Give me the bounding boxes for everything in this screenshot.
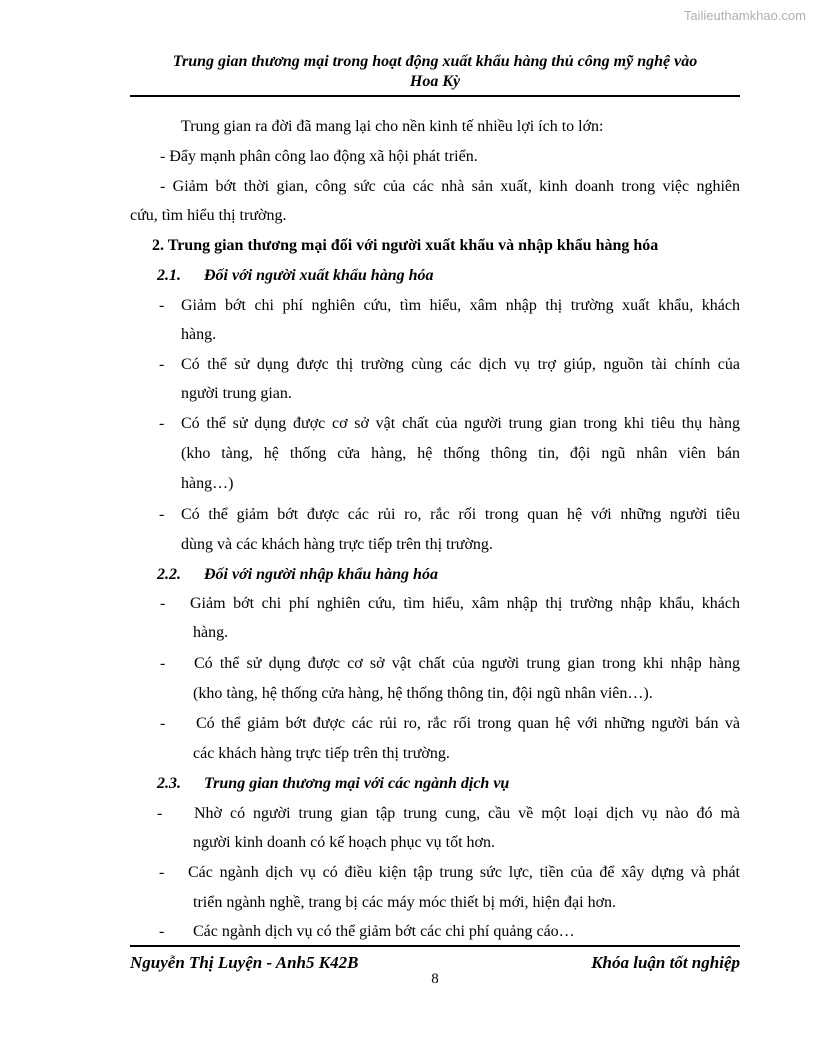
section-2-3-number: 2.3.: [157, 775, 181, 792]
list-dash: -: [159, 923, 165, 940]
page-header: [130, 52, 740, 92]
s21-item4-line1: Có thể giảm bớt được các rủi ro, rắc rối trong quan hệ với những người tiêu: [181, 506, 740, 523]
s21-item1-line2: hàng.: [181, 326, 217, 343]
s23-item2-line2: triển ngành nghề, trang bị các máy móc thiết bị mới, hiện đại hơn.: [193, 894, 617, 911]
header-title-line2: Hoa Kỳ: [409, 73, 461, 90]
s22-item2-line1: Có thể sử dụng được cơ sở vật chất của người trung gian trong khi nhập hàng: [194, 655, 740, 672]
s21-item1-line1: Giảm bớt chi phí nghiên cứu, tìm hiểu, xâm nhập thị trường xuất khẩu, khách: [181, 297, 740, 314]
section-2-1-title: Đối với người xuất khẩu hàng hóa: [204, 267, 434, 284]
list-dash: -: [159, 297, 165, 314]
section-2-1-number: 2.1.: [157, 267, 181, 284]
s22-item1-line1: Giảm bớt chi phí nghiên cứu, tìm hiểu, xâm nhập thị trường nhập khẩu, khách: [190, 595, 740, 612]
list-dash: -: [159, 356, 165, 373]
list-dash: -: [160, 715, 166, 732]
intro-bullet-2-line2: cứu, tìm hiểu thị trường.: [130, 207, 287, 224]
list-dash: -: [160, 595, 166, 612]
section-2-3-title: Trung gian thương mại với các ngành dịch vụ: [204, 775, 510, 792]
list-dash: -: [159, 415, 165, 432]
footer-author: Nguyễn Thị Luyện - Anh5 K42B: [130, 953, 359, 972]
intro-paragraph: Trung gian ra đời đã mang lại cho nền kinh tế nhiều lợi ích to lớn:: [181, 118, 604, 135]
s23-item3-line1: Các ngành dịch vụ có thể giảm bớt các chi phí quảng cáo…: [193, 923, 575, 940]
header-rule: [130, 95, 740, 97]
footer-rule: [130, 945, 740, 947]
s23-item2-line1: Các ngành dịch vụ có điều kiện tập trung sức lực, tiền của để xây dựng và phát: [188, 864, 740, 881]
s21-item2-line1: Có thể sử dụng được thị trường cùng các dịch vụ trợ giúp, nguồn tài chính của: [181, 356, 740, 373]
s22-item2-line2: (kho tàng, hệ thống cửa hàng, hệ thống thông tin, đội ngũ nhân viên…).: [193, 685, 653, 702]
s21-item3-line2: (kho tàng, hệ thống cửa hàng, hệ thống thông tin, đội ngũ nhân viên bán: [181, 445, 740, 462]
header-title-line1: Trung gian thương mại trong hoạt động xuất khẩu hàng thủ công mỹ nghệ vào: [172, 53, 698, 70]
s22-item3-line1: Có thể giảm bớt được các rủi ro, rắc rối trong quan hệ với những người bán và: [196, 715, 740, 732]
watermark: Tailieuthamkhao.com: [683, 8, 806, 23]
s21-item4-line2: dùng và các khách hàng trực tiếp trên thị trường.: [181, 536, 493, 553]
intro-bullet-1: - Đẩy mạnh phân công lao động xã hội phát triển.: [160, 148, 478, 165]
list-dash: -: [160, 655, 166, 672]
s22-item3-line2: các khách hàng trực tiếp trên thị trường.: [193, 745, 450, 762]
s21-item3-line1: Có thể sử dụng được cơ sở vật chất của người trung gian trong khi tiêu thụ hàng: [181, 415, 740, 432]
intro-bullet-2-line1: - Giảm bớt thời gian, công sức của các nhà sản xuất, kinh doanh trong việc nghiên: [160, 178, 740, 195]
list-dash: -: [157, 805, 163, 822]
list-dash: -: [159, 864, 165, 881]
s21-item2-line2: người trung gian.: [181, 385, 292, 402]
section-2-2-title: Đối với người nhập khẩu hàng hóa: [204, 566, 438, 583]
s21-item3-line3: hàng…): [181, 475, 234, 492]
s22-item1-line2: hàng.: [193, 624, 229, 641]
s23-item1-line2: người kinh doanh có kế hoạch phục vụ tốt hơn.: [193, 834, 495, 851]
s23-item1-line1: Nhờ có người trung gian tập trung cung, cầu về một loại dịch vụ nào đó mà: [194, 805, 740, 822]
section-2-heading: 2. Trung gian thương mại đối với người xuất khẩu và nhập khẩu hàng hóa: [152, 237, 659, 254]
page-number: 8: [431, 971, 439, 987]
list-dash: -: [159, 506, 165, 523]
section-2-2-number: 2.2.: [157, 566, 181, 583]
footer-doc-type: Khóa luận tốt nghiệp: [591, 953, 740, 972]
